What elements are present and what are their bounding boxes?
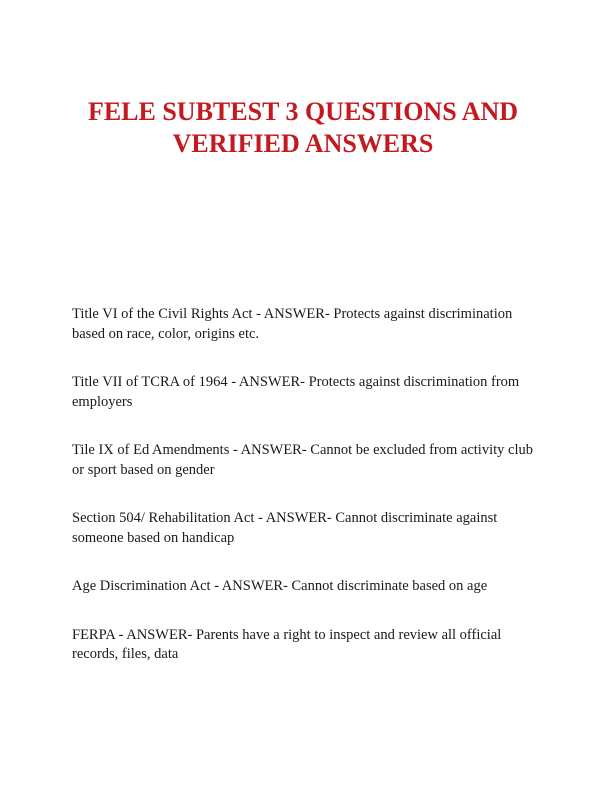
- document-title: [40, 96, 566, 160]
- qa-list: [72, 305, 542, 665]
- qa-item-age-discrimination: Age Discrimination Act - ANSWER- Cannot discriminate based on age: [72, 578, 488, 594]
- qa-item-section-504: Section 504/ Rehabilitation Act - ANSWER- Cannot discriminate against someone based on handicap: [72, 510, 498, 546]
- title-line-2: VERIFIED ANSWERS: [172, 129, 434, 158]
- qa-item-title-ix: Tile IX of Ed Amendments - ANSWER- Cannot be excluded from activity club or sport based on gender: [72, 442, 533, 478]
- qa-item-ferpa: FERPA - ANSWER- Parents have a right to inspect and review all official records, files, data: [72, 626, 502, 662]
- title-line-1: FELE SUBTEST 3 QUESTIONS AND: [87, 97, 519, 126]
- qa-item-title-vi: Title VI of the Civil Rights Act - ANSWER- Protects against discrimination based on race, color, origins etc.: [72, 306, 513, 342]
- qa-item-title-vii: Title VII of TCRA of 1964 - ANSWER- Protects against discrimination from employers: [72, 374, 520, 410]
